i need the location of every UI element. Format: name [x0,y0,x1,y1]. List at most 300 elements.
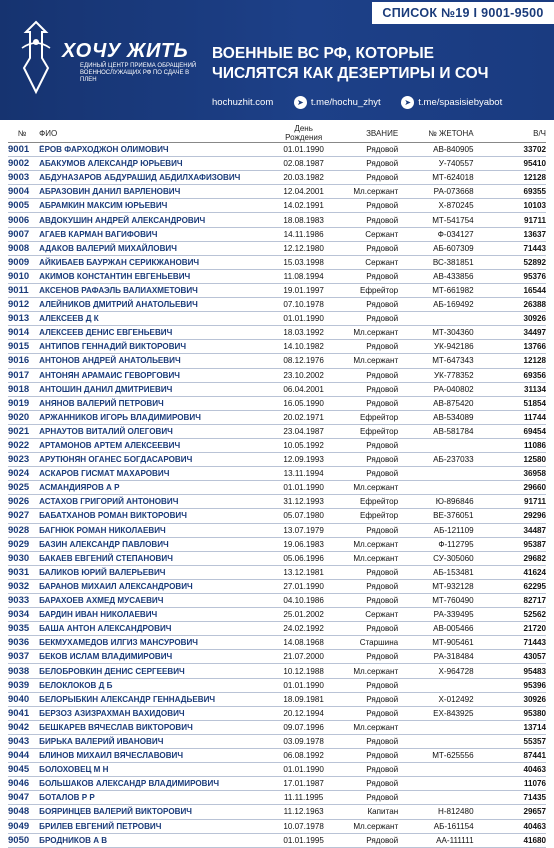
row-unit: 12580 [476,453,546,467]
row-number: 9033 [8,594,36,608]
table-header-row [8,124,546,143]
row-birthdate: 23.10.2002 [275,368,331,382]
row-token: АБ-161154 [400,819,475,833]
row-number: 9020 [8,410,36,424]
row-token: ЕХ-843925 [400,706,475,720]
row-rank: Рядовой [332,791,400,805]
row-token: УК-942186 [400,340,475,354]
column-header-name: ФИО [36,124,275,143]
row-number: 9043 [8,734,36,748]
row-unit: 95396 [476,678,546,692]
row-name: БАРАХОЕВ АХМЕД МУСАЕВИЧ [36,594,275,608]
row-name: АРТАМОНОВ АРТЕМ АЛЕКСЕЕВИЧ [36,438,275,452]
row-birthdate: 03.09.1978 [275,734,331,748]
row-token [400,791,475,805]
row-number: 9001 [8,143,36,157]
row-birthdate: 12.04.2001 [275,185,331,199]
row-number: 9004 [8,185,36,199]
row-unit: 34487 [476,523,546,537]
row-number: 9019 [8,396,36,410]
row-birthdate: 11.11.1995 [275,791,331,805]
row-unit: 12128 [476,171,546,185]
row-rank: Рядовой [332,467,400,481]
row-number: 9031 [8,565,36,579]
row-token: МТ-760490 [400,594,475,608]
row-birthdate: 25.01.2002 [275,608,331,622]
row-number: 9009 [8,255,36,269]
row-unit: 29657 [476,805,546,819]
table-row [8,298,546,312]
row-number: 9024 [8,467,36,481]
row-unit: 55357 [476,734,546,748]
row-unit: 34497 [476,326,546,340]
table-row [8,720,546,734]
row-birthdate: 18.08.1983 [275,213,331,227]
row-number: 9032 [8,579,36,593]
row-unit: 69454 [476,424,546,438]
row-birthdate: 06.04.2001 [275,382,331,396]
row-unit: 71443 [476,636,546,650]
row-number: 9017 [8,368,36,382]
table-row [8,382,546,396]
row-name: АБДУНАЗАРОВ АБДУРАШИД АБДИЛХАФИЗОВИЧ [36,171,275,185]
row-number: 9014 [8,326,36,340]
row-unit: 71443 [476,241,546,255]
row-name: АЛЕЙНИКОВ ДМИТРИЙ АНАТОЛЬЕВИЧ [36,298,275,312]
row-rank: Рядовой [332,269,400,283]
row-rank: Рядовой [332,143,400,157]
row-token [400,467,475,481]
table-row [8,481,546,495]
table-row [8,509,546,523]
row-name: БЕШКАРЕВ ВЯЧЕСЛАВ ВИКТОРОВИЧ [36,720,275,734]
row-number: 9046 [8,777,36,791]
row-name: БЛИНОВ МИХАИЛ ВЯЧЕСЛАВОВИЧ [36,749,275,763]
row-name: АНТОШИН ДАНИЛ ДМИТРИЕВИЧ [36,382,275,396]
row-birthdate: 18.09.1981 [275,692,331,706]
table-row [8,650,546,664]
row-name: АСМАНДИЯРОВ А Р [36,481,275,495]
row-birthdate: 05.07.1980 [275,509,331,523]
row-rank: Мл.сержант [332,481,400,495]
row-birthdate: 01.01.1990 [275,143,331,157]
row-birthdate: 31.12.1993 [275,495,331,509]
row-rank: Рядовой [332,579,400,593]
row-number: 9008 [8,241,36,255]
row-unit: 36958 [476,467,546,481]
row-name: АБАКУМОВ АЛЕКСАНДР ЮРЬЕВИЧ [36,157,275,171]
table-row [8,410,546,424]
row-unit: 29296 [476,509,546,523]
row-rank: Ефрейтор [332,495,400,509]
row-token: ВС-381851 [400,255,475,269]
row-rank: Мл.сержант [332,664,400,678]
table-row [8,326,546,340]
row-name: БАЛИКОВ ЮРИЙ ВАЛЕРЬЕВИЧ [36,565,275,579]
row-unit: 69355 [476,185,546,199]
row-birthdate: 01.01.1990 [275,763,331,777]
row-rank: Рядовой [332,157,400,171]
row-unit: 95410 [476,157,546,171]
table-row [8,438,546,452]
row-number: 9029 [8,537,36,551]
row-number: 9044 [8,749,36,763]
telegram-icon: ➤ [401,96,414,109]
row-number: 9011 [8,283,36,297]
row-unit: 29660 [476,481,546,495]
row-birthdate: 04.10.1986 [275,594,331,608]
row-token: УК-778352 [400,368,475,382]
table-row [8,157,546,171]
row-name: БЕЛОРЫБКИН АЛЕКСАНДР ГЕННАДЬЕВИЧ [36,692,275,706]
row-token: АВ-005466 [400,622,475,636]
row-rank: Сержант [332,255,400,269]
table-row [8,255,546,269]
deserters-table [8,124,546,848]
table-row [8,608,546,622]
row-unit: 95483 [476,664,546,678]
table-row [8,523,546,537]
row-token: АВ-875420 [400,396,475,410]
row-name: БРИЛЕВ ЕВГЕНИЙ ПЕТРОВИЧ [36,819,275,833]
row-token: МТ-304360 [400,326,475,340]
row-unit: 30926 [476,312,546,326]
table-row [8,340,546,354]
row-unit: 62295 [476,579,546,593]
row-number: 9005 [8,199,36,213]
logo-subtitle: ЕДИНЫЙ ЦЕНТР ПРИЕМА ОБРАЩЕНИЙ ВОЕННОСЛУЖАЩИХ РФ ПО СДАЧЕ В ПЛЕН [80,63,197,83]
row-rank: Мл.сержант [332,326,400,340]
row-token: МТ-905461 [400,636,475,650]
row-token: МТ-624018 [400,171,475,185]
column-header-unit: В/Ч [476,124,546,143]
table-row [8,269,546,283]
row-birthdate: 15.03.1998 [275,255,331,269]
headline-line-2: ЧИСЛЯТСЯ КАК ДЕЗЕРТИРЫ И СОЧ [212,65,489,82]
row-token [400,438,475,452]
row-number: 9037 [8,650,36,664]
row-rank: Рядовой [332,213,400,227]
row-birthdate: 20.12.1994 [275,706,331,720]
row-unit: 21720 [476,622,546,636]
row-token [400,481,475,495]
row-name: БИРЬКА ВАЛЕРИЙ ИВАНОВИЧ [36,734,275,748]
row-number: 9038 [8,664,36,678]
row-rank: Рядовой [332,312,400,326]
row-number: 9048 [8,805,36,819]
row-token: АВ-534089 [400,410,475,424]
table-body [8,143,546,848]
row-token: У-740557 [400,157,475,171]
row-birthdate: 17.01.1987 [275,777,331,791]
row-name: АСТАХОВ ГРИГОРИЙ АНТОНОВИЧ [36,495,275,509]
table-row [8,227,546,241]
row-name: БОТАЛОВ Р Р [36,791,275,805]
row-rank: Старшина [332,636,400,650]
row-unit: 13714 [476,720,546,734]
row-rank: Рядовой [332,396,400,410]
row-number: 9035 [8,622,36,636]
row-rank: Рядовой [332,368,400,382]
row-unit: 29682 [476,551,546,565]
row-birthdate: 24.02.1992 [275,622,331,636]
row-number: 9041 [8,706,36,720]
row-rank: Ефрейтор [332,509,400,523]
row-token: МТ-541754 [400,213,475,227]
row-name: БЕЛОКЛОКОВ Д Б [36,678,275,692]
table-row [8,692,546,706]
table-row [8,805,546,819]
row-birthdate: 01.01.1990 [275,678,331,692]
table-row [8,537,546,551]
row-birthdate: 20.02.1971 [275,410,331,424]
row-number: 9050 [8,833,36,847]
row-rank: Рядовой [332,241,400,255]
table-row [8,283,546,297]
row-token: Н-812480 [400,805,475,819]
table-row [8,594,546,608]
row-number: 9013 [8,312,36,326]
row-rank: Сержант [332,227,400,241]
row-token: СУ-305060 [400,551,475,565]
row-birthdate: 14.08.1968 [275,636,331,650]
row-token: МТ-647343 [400,354,475,368]
row-number: 9007 [8,227,36,241]
row-name: БАБАТХАНОВ РОМАН ВИКТОРОВИЧ [36,509,275,523]
row-number: 9015 [8,340,36,354]
row-rank: Мл.сержант [332,537,400,551]
row-token [400,777,475,791]
row-token: АВ-840905 [400,143,475,157]
table-row [8,706,546,720]
column-header-token: № ЖЕТОНА [400,124,475,143]
row-unit: 95380 [476,706,546,720]
row-name: БАГНЮК РОМАН НИКОЛАЕВИЧ [36,523,275,537]
telegram-link-1[interactable]: t.me/hochu_zhyt [310,97,381,108]
row-unit: 87441 [476,749,546,763]
table-row [8,199,546,213]
row-name: АНТОНЯН АРАМАИС ГЕВОРГОВИЧ [36,368,275,382]
row-rank: Рядовой [332,438,400,452]
row-birthdate: 02.08.1987 [275,157,331,171]
row-name: АНЯНОВ ВАЛЕРИЙ ПЕТРОВИЧ [36,396,275,410]
row-number: 9021 [8,424,36,438]
site-link[interactable]: hochuzhit.com [212,97,274,108]
table-row [8,579,546,593]
row-birthdate: 08.12.1976 [275,354,331,368]
row-birthdate: 01.01.1990 [275,481,331,495]
row-unit: 51854 [476,396,546,410]
headline-line-1: ВОЕННЫЕ ВС РФ, КОТОРЫЕ [212,45,434,62]
row-name: АЛЕКСЕЕВ Д К [36,312,275,326]
row-name: АГАЕВ КАРМАН ВАГИФОВИЧ [36,227,275,241]
row-name: БОЛЬШАКОВ АЛЕКСАНДР ВЛАДИМИРОВИЧ [36,777,275,791]
row-birthdate: 13.07.1979 [275,523,331,537]
row-name: ЁРОВ ФАРХОДЖОН ОЛИМОВИЧ [36,143,275,157]
row-birthdate: 10.12.1988 [275,664,331,678]
row-number: 9016 [8,354,36,368]
row-rank: Рядовой [332,678,400,692]
row-rank: Ефрейтор [332,410,400,424]
logo-emblem-icon [16,18,56,96]
table-row [8,185,546,199]
row-name: БАЗИН АЛЕКСАНДР ПАВЛОВИЧ [36,537,275,551]
row-unit: 11744 [476,410,546,424]
row-unit: 26388 [476,298,546,312]
row-birthdate: 27.01.1990 [275,579,331,593]
row-number: 9047 [8,791,36,805]
row-name: АКСЕНОВ РАФАЭЛЬ ВАЛИАХМЕТОВИЧ [36,283,275,297]
row-token: Ф-034127 [400,227,475,241]
row-token: РА-040802 [400,382,475,396]
table-row [8,678,546,692]
row-name: АЛЕКСЕЕВ ДЕНИС ЕВГЕНЬЕВИЧ [36,326,275,340]
row-number: 9006 [8,213,36,227]
row-unit: 13637 [476,227,546,241]
table-row [8,354,546,368]
row-number: 9039 [8,678,36,692]
telegram-link-2[interactable]: t.me/spasisiebyabot [418,97,503,108]
table-row [8,819,546,833]
row-rank: Рядовой [332,833,400,847]
row-rank: Рядовой [332,298,400,312]
row-unit: 91711 [476,495,546,509]
row-token: АА-111111 [400,833,475,847]
row-token: Х-012492 [400,692,475,706]
row-birthdate: 01.01.1995 [275,833,331,847]
row-rank: Сержант [332,608,400,622]
row-token: Ю-896846 [400,495,475,509]
row-token: МТ-932128 [400,579,475,593]
row-number: 9010 [8,269,36,283]
table-row [8,664,546,678]
row-name: АВДОКУШИН АНДРЕЙ АЛЕКСАНДРОВИЧ [36,213,275,227]
row-name: АРЖАННИКОВ ИГОРЬ ВЛАДИМИРОВИЧ [36,410,275,424]
row-number: 9030 [8,551,36,565]
row-token [400,312,475,326]
logo-title: ХОЧУ ЖИТЬ [62,40,189,62]
row-rank: Рядовой [332,749,400,763]
row-unit: 69356 [476,368,546,382]
row-birthdate: 19.06.1983 [275,537,331,551]
row-token: АВ-581784 [400,424,475,438]
row-token: РА-073668 [400,185,475,199]
row-token: АБ-169492 [400,298,475,312]
table-row [8,424,546,438]
table-row [8,143,546,157]
table-row [8,495,546,509]
row-birthdate: 16.05.1990 [275,396,331,410]
row-birthdate: 12.12.1980 [275,241,331,255]
row-unit: 13766 [476,340,546,354]
row-rank: Мл.сержант [332,185,400,199]
row-birthdate: 11.12.1963 [275,805,331,819]
row-unit: 33702 [476,143,546,157]
row-birthdate: 11.08.1994 [275,269,331,283]
row-unit: 52892 [476,255,546,269]
row-token: АБ-153481 [400,565,475,579]
column-header-rank: ЗВАНИЕ [332,124,400,143]
row-birthdate: 20.03.1982 [275,171,331,185]
row-unit: 12128 [476,354,546,368]
row-token: РА-339495 [400,608,475,622]
list-number-label: СПИСОК №19 І 9001-9500 [372,2,554,24]
row-rank: Рядовой [332,777,400,791]
table-row [8,551,546,565]
table-row [8,777,546,791]
row-name: АКИМОВ КОНСТАНТИН ЕВГЕНЬЕВИЧ [36,269,275,283]
table-row [8,749,546,763]
row-number: 9018 [8,382,36,396]
table-row [8,453,546,467]
row-unit: 30926 [476,692,546,706]
row-name: БЕКОВ ИСЛАМ ВЛАДИМИРОВИЧ [36,650,275,664]
row-name: БЕРЗОЗ АЗИЗРАХМАН ВАХИДОВИЧ [36,706,275,720]
row-birthdate: 14.11.1986 [275,227,331,241]
row-unit: 95376 [476,269,546,283]
row-unit: 41680 [476,833,546,847]
row-name: АДАКОВ ВАЛЕРИЙ МИХАЙЛОВИЧ [36,241,275,255]
row-rank: Рядовой [332,382,400,396]
row-rank: Рядовой [332,340,400,354]
row-token [400,734,475,748]
table-row [8,565,546,579]
row-rank: Мл.сержант [332,551,400,565]
row-birthdate: 14.10.1982 [275,340,331,354]
row-rank: Ефрейтор [332,283,400,297]
row-unit: 31134 [476,382,546,396]
row-birthdate: 10.07.1978 [275,819,331,833]
row-unit: 40463 [476,819,546,833]
row-unit: 82717 [476,594,546,608]
row-token: МТ-625556 [400,749,475,763]
row-number: 9034 [8,608,36,622]
row-unit: 71435 [476,791,546,805]
row-birthdate: 23.04.1987 [275,424,331,438]
row-token: АБ-237033 [400,453,475,467]
row-name: БАРДИН ИВАН НИКОЛАЕВИЧ [36,608,275,622]
row-birthdate: 21.07.2000 [275,650,331,664]
table-row [8,312,546,326]
row-name: БЕЛОБРОВКИН ДЕНИС СЕРГЕЕВИЧ [36,664,275,678]
table-row [8,763,546,777]
row-unit: 52562 [476,608,546,622]
row-birthdate: 09.07.1996 [275,720,331,734]
row-name: БОЯРИНЦЕВ ВАЛЕРИЙ ВИКТОРОВИЧ [36,805,275,819]
row-name: АСКАРОВ ГИСМАТ МАХАРОВИЧ [36,467,275,481]
row-birthdate: 13.12.1981 [275,565,331,579]
table-row [8,213,546,227]
table-row [8,734,546,748]
row-rank: Рядовой [332,594,400,608]
row-number: 9027 [8,509,36,523]
row-name: БРОДНИКОВ А В [36,833,275,847]
row-name: АБРАЗОВИН ДАНИЛ ВАРЛЕНОВИЧ [36,185,275,199]
row-number: 9040 [8,692,36,706]
row-rank: Рядовой [332,523,400,537]
row-token: АБ-607309 [400,241,475,255]
row-rank: Мл.сержант [332,720,400,734]
row-number: 9036 [8,636,36,650]
row-token: АВ-433856 [400,269,475,283]
row-unit: 41624 [476,565,546,579]
row-rank: Рядовой [332,453,400,467]
row-unit: 11076 [476,777,546,791]
row-birthdate: 01.01.1990 [275,312,331,326]
row-number: 9028 [8,523,36,537]
table-row [8,241,546,255]
column-header-number: № [8,124,36,143]
